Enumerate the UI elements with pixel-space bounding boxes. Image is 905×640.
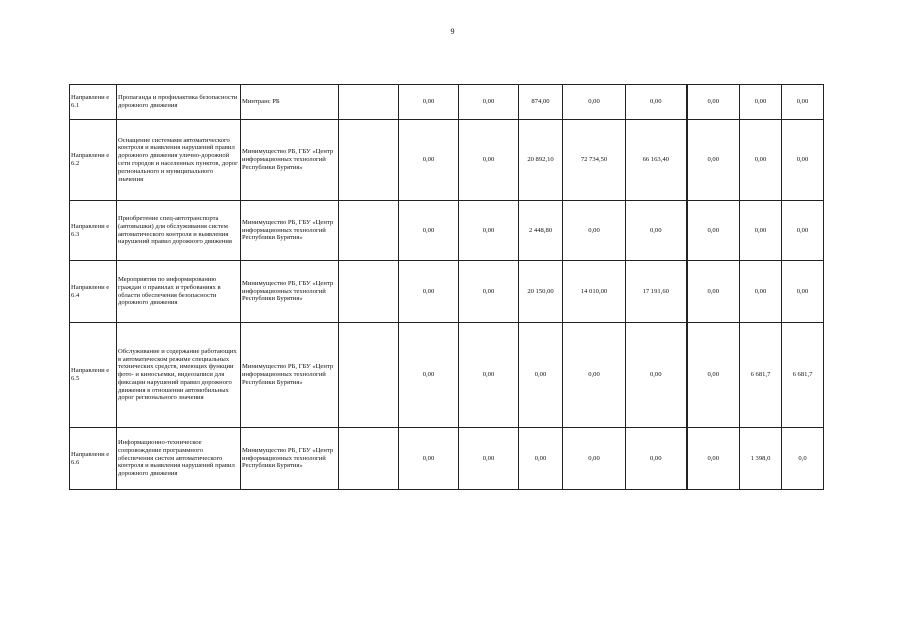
value-cell: 0,00 bbox=[687, 120, 740, 201]
value-cell: 0,00 bbox=[563, 323, 626, 428]
empty-cell bbox=[339, 428, 399, 490]
value-cell: 0,00 bbox=[782, 261, 824, 323]
value-cell: 0,00 bbox=[459, 323, 519, 428]
value-cell: 0,00 bbox=[519, 428, 563, 490]
page-number: 9 bbox=[450, 27, 455, 36]
activity-name-cell: Оснащение системами автоматического контроля и выявления нарушений правил дорожного движения улично-дорожной сети городов и населенных пунктов, дорог регионального и муниципального значения bbox=[117, 120, 241, 201]
executor-cell: Минимущество РБ, ГБУ «Центр информационных технологий Республики Бурятия» bbox=[241, 120, 339, 201]
value-cell: 0,00 bbox=[740, 120, 782, 201]
direction-cell: Направлени е 6.5 bbox=[70, 323, 117, 428]
executor-cell: Минимущество РБ, ГБУ «Центр информационных технологий Республики Бурятия» bbox=[241, 323, 339, 428]
value-cell: 0,00 bbox=[399, 428, 459, 490]
value-cell: 0,00 bbox=[740, 201, 782, 261]
table-row bbox=[70, 85, 824, 120]
activity-name-cell: Обслуживание и содержание работающих в автоматическом режиме специальных технических средств, имеющих функции фото- и киносъемки, видеозаписи для фиксации нарушений правил дорожного движения в отношении автомобильных дорог регионального значения bbox=[117, 323, 241, 428]
value-cell: 0,00 bbox=[782, 120, 824, 201]
value-cell: 0,00 bbox=[459, 120, 519, 201]
value-cell: 0,00 bbox=[626, 85, 687, 120]
empty-cell bbox=[339, 323, 399, 428]
value-cell: 0,00 bbox=[687, 85, 740, 120]
value-cell: 0,00 bbox=[687, 261, 740, 323]
executor-cell: Минимущество РБ, ГБУ «Центр информационных технологий Республики Бурятия» bbox=[241, 428, 339, 490]
value-cell: 20 150,00 bbox=[519, 261, 563, 323]
value-cell: 0,00 bbox=[626, 323, 687, 428]
value-cell: 0,00 bbox=[399, 120, 459, 201]
value-cell: 0,00 bbox=[563, 85, 626, 120]
value-cell: 20 892,10 bbox=[519, 120, 563, 201]
executor-cell: Минимущество РБ, ГБУ «Центр информационных технологий Республики Бурятия» bbox=[241, 261, 339, 323]
value-cell: 0,00 bbox=[687, 201, 740, 261]
value-cell: 1 398,0 bbox=[740, 428, 782, 490]
empty-cell bbox=[339, 85, 399, 120]
value-cell: 6 681,7 bbox=[740, 323, 782, 428]
value-cell: 0,00 bbox=[399, 323, 459, 428]
empty-cell bbox=[339, 120, 399, 201]
value-cell: 0,0 bbox=[782, 428, 824, 490]
value-cell: 72 734,50 bbox=[563, 120, 626, 201]
table-row bbox=[70, 201, 824, 261]
activity-name-cell: Мероприятия по информированию граждан о правилах и требованиях в области обеспечения безопасности дорожного движения bbox=[117, 261, 241, 323]
value-cell: 0,00 bbox=[459, 428, 519, 490]
table-row bbox=[70, 261, 824, 323]
value-cell: 66 163,40 bbox=[626, 120, 687, 201]
value-cell: 6 681,7 bbox=[782, 323, 824, 428]
executor-cell: Минтранс РБ bbox=[241, 85, 339, 120]
direction-cell: Направлени е 6.3 bbox=[70, 201, 117, 261]
value-cell: 0,00 bbox=[782, 201, 824, 261]
value-cell: 0,00 bbox=[399, 261, 459, 323]
value-cell: 0,00 bbox=[399, 201, 459, 261]
value-cell: 0,00 bbox=[399, 85, 459, 120]
value-cell: 0,00 bbox=[782, 85, 824, 120]
budget-table bbox=[69, 84, 824, 490]
executor-cell: Минимущество РБ, ГБУ «Центр информационных технологий Республики Бурятия» bbox=[241, 201, 339, 261]
value-cell: 0,00 bbox=[626, 428, 687, 490]
direction-cell: Направлени е 6.4 bbox=[70, 261, 117, 323]
value-cell: 0,00 bbox=[740, 85, 782, 120]
value-cell: 2 448,80 bbox=[519, 201, 563, 261]
direction-cell: Направлени е 6.1 bbox=[70, 85, 117, 120]
empty-cell bbox=[339, 201, 399, 261]
value-cell: 0,00 bbox=[626, 201, 687, 261]
table-row bbox=[70, 323, 824, 428]
value-cell: 17 191,60 bbox=[626, 261, 687, 323]
activity-name-cell: Пропаганда и профилактика безопасности дорожного движения bbox=[117, 85, 241, 120]
value-cell: 0,00 bbox=[740, 261, 782, 323]
activity-name-cell: Информационно-техническое сопровождение программного обеспечения систем автоматического контроля и выявления нарушений правил дорожного движения bbox=[117, 428, 241, 490]
value-cell: 0,00 bbox=[563, 428, 626, 490]
value-cell: 0,00 bbox=[563, 201, 626, 261]
table-row bbox=[70, 120, 824, 201]
activity-name-cell: Приобретение спец-автотранспорта (автовышки) для обслуживания систем автоматического контроля и выявления нарушений правил дорожного движения bbox=[117, 201, 241, 261]
value-cell: 0,00 bbox=[687, 323, 740, 428]
empty-cell bbox=[339, 261, 399, 323]
value-cell: 14 010,00 bbox=[563, 261, 626, 323]
value-cell: 0,00 bbox=[459, 201, 519, 261]
value-cell: 874,00 bbox=[519, 85, 563, 120]
value-cell: 0,00 bbox=[519, 323, 563, 428]
value-cell: 0,00 bbox=[459, 261, 519, 323]
direction-cell: Направлени е 6.2 bbox=[70, 120, 117, 201]
direction-cell: Направлени е 6.6 bbox=[70, 428, 117, 490]
value-cell: 0,00 bbox=[687, 428, 740, 490]
table-row bbox=[70, 428, 824, 490]
value-cell: 0,00 bbox=[459, 85, 519, 120]
